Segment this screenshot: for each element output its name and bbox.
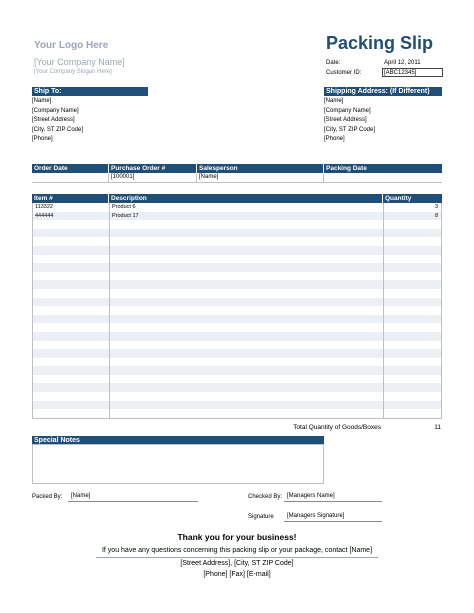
- table-row: [33, 229, 441, 238]
- signature-label: Signature: [248, 514, 274, 520]
- table-row: [33, 272, 441, 281]
- ship-to-phone: [Phone]: [32, 136, 53, 143]
- item-number-cell[interactable]: [33, 349, 110, 358]
- table-row: [33, 383, 441, 392]
- description-header: Description: [109, 194, 383, 203]
- description-cell[interactable]: [110, 366, 384, 375]
- table-row: [33, 246, 441, 255]
- description-cell[interactable]: [110, 358, 384, 367]
- quantity-cell[interactable]: [384, 237, 441, 246]
- order-values-row: [32, 173, 442, 183]
- item-number-cell[interactable]: [33, 392, 110, 401]
- item-number-cell[interactable]: [33, 332, 110, 341]
- quantity-cell[interactable]: [384, 298, 441, 307]
- quantity-cell[interactable]: [384, 272, 441, 281]
- ship-to-company: [Company Name]: [32, 107, 79, 114]
- table-row: [33, 332, 441, 341]
- item-number-cell[interactable]: [33, 401, 110, 410]
- contact-message: If you have any questions concerning this packing slip or your package, contact [Name]: [101, 547, 373, 554]
- table-row: [33, 280, 441, 289]
- description-cell[interactable]: [110, 409, 384, 418]
- salesperson-header: Salesperson: [197, 164, 324, 173]
- table-row: [33, 220, 441, 229]
- description-cell[interactable]: [110, 298, 384, 307]
- table-row: [33, 349, 441, 358]
- item-number-cell[interactable]: [33, 315, 110, 324]
- table-row: [33, 392, 441, 401]
- quantity-cell[interactable]: [384, 220, 441, 229]
- quantity-cell[interactable]: [384, 358, 441, 367]
- shipping-address-heading: Shipping Address: (If Different): [324, 87, 442, 96]
- quantity-cell[interactable]: [384, 306, 441, 315]
- ship-to-city: [City, ST ZIP Code]: [32, 126, 84, 133]
- date-label: Date:: [326, 60, 341, 66]
- packed-by-label: Packed By:: [32, 494, 63, 500]
- item-number-cell[interactable]: [33, 366, 110, 375]
- shipping-phone: [Phone]: [324, 136, 345, 143]
- table-row: [33, 341, 441, 350]
- table-row: [33, 358, 441, 367]
- description-cell[interactable]: [110, 332, 384, 341]
- thank-you-message: Thank you for your business!: [177, 532, 297, 542]
- date-value: April 12, 2011: [384, 60, 421, 66]
- quantity-cell[interactable]: [384, 255, 441, 264]
- description-cell[interactable]: [110, 341, 384, 350]
- quantity-cell[interactable]: [384, 341, 441, 350]
- description-cell[interactable]: Product 17: [110, 212, 384, 221]
- quantity-cell[interactable]: [384, 349, 441, 358]
- table-row: [33, 401, 441, 410]
- table-row: [33, 289, 441, 298]
- items-body: [32, 203, 442, 419]
- shipping-address: [324, 97, 442, 145]
- total-quantity-label: Total Quantity of Goods/Boxes: [293, 424, 381, 431]
- table-row: [33, 212, 441, 221]
- table-row: [33, 409, 441, 418]
- purchase-order-header: Purchase Order #: [109, 164, 197, 173]
- description-cell[interactable]: [110, 323, 384, 332]
- quantity-cell[interactable]: [384, 315, 441, 324]
- quantity-cell[interactable]: [384, 401, 441, 410]
- description-cell[interactable]: [110, 237, 384, 246]
- item-number-cell[interactable]: [33, 229, 110, 238]
- packing-date-header: Packing Date: [326, 165, 367, 172]
- quantity-cell[interactable]: [384, 289, 441, 298]
- items-header-row: [32, 194, 442, 203]
- checked-by-label: Checked By:: [248, 494, 283, 500]
- description-cell[interactable]: [110, 375, 384, 384]
- item-number-cell[interactable]: 444444: [33, 212, 110, 221]
- quantity-cell[interactable]: [384, 280, 441, 289]
- table-row: [33, 203, 441, 212]
- customer-id-label: Customer ID:: [326, 70, 362, 76]
- description-cell[interactable]: [110, 272, 384, 281]
- shipping-street: [Street Address]: [324, 117, 367, 124]
- items-table: [32, 194, 442, 419]
- packing-date-value[interactable]: [324, 173, 442, 182]
- shipping-city: [City, ST ZIP Code]: [324, 126, 376, 133]
- description-cell[interactable]: [110, 263, 384, 272]
- item-number-cell[interactable]: [33, 323, 110, 332]
- quantity-cell[interactable]: [384, 229, 441, 238]
- quantity-cell[interactable]: [384, 375, 441, 384]
- item-number-cell[interactable]: [33, 358, 110, 367]
- description-cell[interactable]: [110, 280, 384, 289]
- item-number-cell[interactable]: [33, 280, 110, 289]
- item-number-cell[interactable]: [33, 289, 110, 298]
- item-number-cell[interactable]: [33, 246, 110, 255]
- logo-placeholder: Your Logo Here: [34, 40, 109, 51]
- table-row: [33, 375, 441, 384]
- ship-to-heading: Ship To:: [32, 87, 148, 96]
- shipping-company: [Company Name]: [324, 107, 371, 114]
- company-slogan: [Your Company Slogan Here]: [34, 69, 112, 75]
- quantity-cell[interactable]: [384, 366, 441, 375]
- quantity-cell[interactable]: 3: [434, 204, 438, 210]
- description-cell[interactable]: [110, 392, 384, 401]
- special-notes-field[interactable]: [32, 444, 324, 484]
- quantity-cell[interactable]: [384, 392, 441, 401]
- total-quantity-value: 11: [434, 424, 441, 431]
- item-number-cell[interactable]: [33, 383, 110, 392]
- table-row: [33, 298, 441, 307]
- order-header-row: [32, 164, 442, 173]
- quantity-cell[interactable]: [384, 323, 441, 332]
- quantity-cell[interactable]: [384, 246, 441, 255]
- quantity-cell[interactable]: [384, 383, 441, 392]
- item-number-cell[interactable]: 113322: [33, 203, 110, 212]
- item-number-cell[interactable]: [33, 220, 110, 229]
- item-number-cell[interactable]: [33, 255, 110, 264]
- customer-id-value: [ABC12345]: [384, 70, 417, 76]
- footer-contact-info: [Phone] [Fax] [E-mail]: [203, 571, 271, 578]
- description-cell[interactable]: [110, 306, 384, 315]
- item-number-cell[interactable]: [33, 341, 110, 350]
- description-cell[interactable]: Product 6: [110, 203, 384, 212]
- description-cell[interactable]: [110, 255, 384, 264]
- item-number-cell[interactable]: [33, 237, 110, 246]
- footer-divider: [96, 557, 378, 558]
- quantity-cell[interactable]: [384, 409, 441, 418]
- signature-field[interactable]: [Managers Signature]: [284, 513, 382, 522]
- item-number-cell[interactable]: [33, 409, 110, 418]
- item-number-cell[interactable]: [33, 298, 110, 307]
- ship-to-street: [Street Address]: [32, 117, 75, 124]
- purchase-order-value[interactable]: [100001]: [109, 173, 197, 182]
- salesperson-value[interactable]: [Name]: [197, 173, 324, 182]
- table-row: [33, 315, 441, 324]
- checked-by-field[interactable]: [Managers Name]: [284, 493, 382, 502]
- quantity-cell[interactable]: [384, 332, 441, 341]
- description-cell[interactable]: [110, 229, 384, 238]
- quantity-header: Quantity: [385, 195, 412, 202]
- table-row: [33, 323, 441, 332]
- description-cell[interactable]: [110, 401, 384, 410]
- table-row: [33, 306, 441, 315]
- description-cell[interactable]: [110, 315, 384, 324]
- item-number-header: Item #: [32, 194, 109, 203]
- table-row: [33, 366, 441, 375]
- description-cell[interactable]: [110, 220, 384, 229]
- quantity-cell[interactable]: [384, 263, 441, 272]
- description-cell[interactable]: [110, 349, 384, 358]
- order-table: [32, 164, 442, 183]
- table-row: [33, 237, 441, 246]
- ship-to-address: [32, 97, 148, 145]
- description-cell[interactable]: [110, 383, 384, 392]
- packed-by-field[interactable]: [Name]: [68, 493, 198, 502]
- table-row: [33, 263, 441, 272]
- special-notes-heading: Special Notes: [32, 436, 324, 445]
- page-title: Packing Slip: [326, 33, 434, 53]
- order-date-value[interactable]: [32, 173, 109, 182]
- company-name: [Your Company Name]: [34, 57, 125, 67]
- quantity-cell[interactable]: 8: [434, 212, 438, 219]
- footer-address: [Street Address], [City, ST ZIP Code]: [180, 560, 294, 567]
- ship-to-name: [Name]: [32, 98, 52, 104]
- item-number-cell[interactable]: [33, 263, 110, 272]
- shipping-name: [Name]: [324, 98, 344, 104]
- order-date-header: Order Date: [32, 164, 109, 173]
- item-number-cell[interactable]: [33, 306, 110, 315]
- table-row: [33, 255, 441, 264]
- description-cell[interactable]: [110, 246, 384, 255]
- item-number-cell[interactable]: [33, 272, 110, 281]
- item-number-cell[interactable]: [33, 375, 110, 384]
- description-cell[interactable]: [110, 289, 384, 298]
